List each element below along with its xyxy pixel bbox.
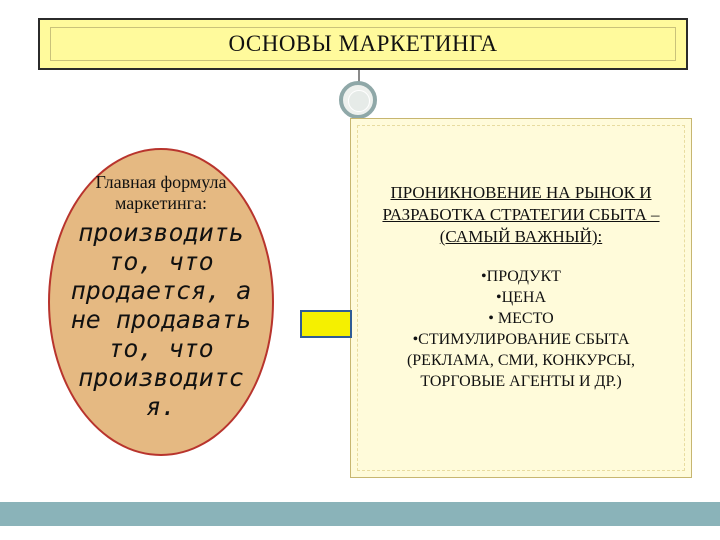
strategy-heading: ПРОНИКНОВЕНИЕ НА РЫНОК И РАЗРАБОТКА СТРАТЕГИИ СБЫТА – (САМЫЙ ВАЖНЫЙ): bbox=[382, 183, 660, 246]
ellipse-text-block bbox=[60, 172, 262, 421]
list-item: •СТИМУЛИРОВАНИЕ СБЫТА bbox=[412, 331, 630, 348]
title-box bbox=[38, 18, 688, 70]
ring-connector-icon bbox=[339, 81, 377, 119]
ring-inner bbox=[348, 90, 370, 112]
formula-intro: Главная формула маркетинга: bbox=[95, 172, 227, 213]
list-item: (РЕКЛАМА, СМИ, КОНКУРСЫ, bbox=[406, 352, 636, 369]
connector-bar bbox=[300, 310, 352, 338]
slide-title: ОСНОВЫ МАРКЕТИНГА bbox=[228, 31, 498, 56]
list-item: •ПРОДУКТ bbox=[481, 268, 561, 285]
formula-text: производить то, что продается, а не продавать то, что производитс я. bbox=[70, 218, 252, 421]
strategy-list bbox=[356, 266, 686, 392]
list-item: •ЦЕНА bbox=[495, 289, 547, 306]
bottom-strip bbox=[0, 502, 720, 526]
list-item: • МЕСТО bbox=[488, 310, 554, 327]
list-item: ТОРГОВЫЕ АГЕНТЫ И ДР.) bbox=[420, 373, 622, 390]
